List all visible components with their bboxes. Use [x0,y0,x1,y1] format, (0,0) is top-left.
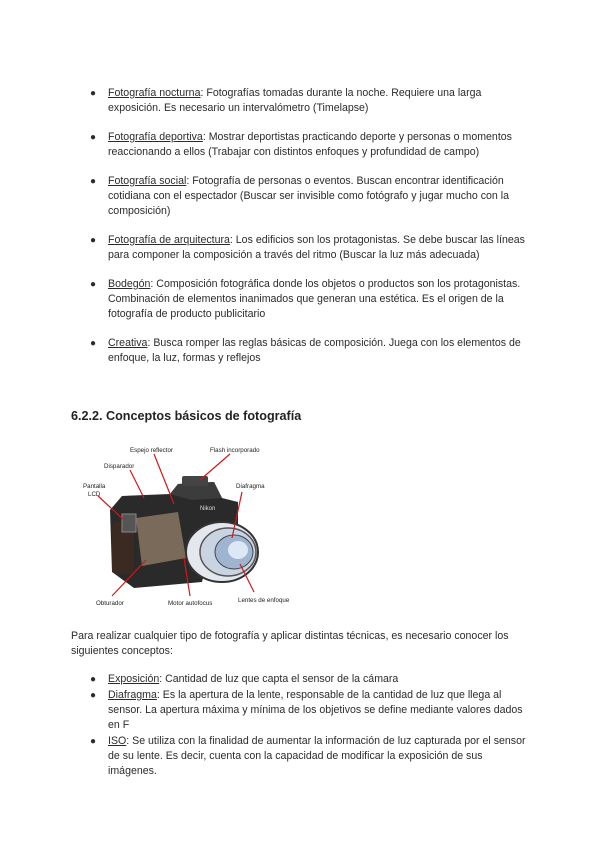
term-label: Fotografía de arquitectura [108,234,230,246]
list-item [88,86,528,116]
list-item [88,277,528,322]
term-description: : Cantidad de luz que capta el sensor de la cámara [159,673,399,685]
camera-brand-label: Nikon [200,506,216,512]
bullet-icon: ● [90,132,97,143]
label-flash-incorporado: Flash incorporado [210,447,260,454]
term-description: : Composición fotográfica donde los objetos o productos son los protagonistas. Combinación de elementos inanimados que generan una estética. Es el origen de la fotografía de producto publicitario [108,278,521,320]
term-description: : Los edificios son los protagonistas. Se debe buscar las líneas para componer la composición a través del ritmo (Buscar la luz más adecuada) [108,234,525,261]
bullet-icon: ● [90,235,97,246]
label-diafragma: Diafragma [236,483,265,490]
term-description: : Se utiliza con la finalidad de aumentar la información de luz capturada por el sensor de su lente. Es decir, cuenta con la capacidad de modificar la exposición de sus imágenes. [108,735,526,777]
bullet-icon: ● [90,279,97,290]
lens-inner-glass [228,541,248,559]
label-obturador: Obturador [96,600,124,607]
bullet-icon: ● [90,176,97,187]
term-description: : Busca romper las reglas básicas de composición. Juega con los elementos de enfoque, la luz, formas y reflejos [108,337,521,364]
term-label: Exposición [108,673,160,685]
label-espejo-reflector: Espejo reflector [130,447,173,454]
lcd-screen [122,514,136,532]
term-description: : Mostrar deportistas practicando deporte y personas o momentos reaccionando a ellos (Trabajar con distintos enfoques y profundidad de campo) [108,131,512,158]
bullet-icon: ● [90,88,97,99]
term-label: ISO [108,735,127,747]
photography-types-list [88,86,528,380]
list-item [88,688,528,733]
flash-housing [182,476,208,486]
term-description: : Es la apertura de la lente, responsable de la cantidad de luz que llega al sensor. La apertura máxima y mínima de los objetivos se define mediante valores dados en F [108,689,523,731]
list-item [88,233,528,263]
bullet-icon: ● [90,674,97,685]
camera-cutaway-illustration [82,440,300,610]
camera-diagram [82,440,300,610]
term-label: Fotografía deportiva [108,131,203,143]
term-description: : Fotografía de personas o eventos. Buscan encontrar identificación cotidiana con el espectador (Buscar ser invisible como fotógrafo y jugar mucho con la composición) [108,175,510,217]
intro-paragraph: Para realizar cualquier tipo de fotografía y aplicar distintas técnicas, es necesario conocer los siguientes conceptos: [71,630,509,657]
list-item [88,336,528,366]
label-motor-autofocus: Motor autofocus [168,600,213,607]
term-description: : Fotografías tomadas durante la noche. Requiere una larga exposición. Es necesario un intervalómetro (Timelapse) [108,87,482,114]
list-item [88,734,528,779]
section-heading: 6.2.2. Conceptos básicos de fotografía [71,409,302,423]
list-item [88,672,528,687]
bullet-icon: ● [90,338,97,349]
label-lentes-enfoque: Lentes de enfoque [238,597,290,604]
label-lcd: LCD [88,491,101,498]
term-label: Bodegón [108,278,151,290]
bullet-icon: ● [90,690,97,701]
camera-internals [136,512,186,566]
callout-line-flash [200,454,230,480]
term-label: Diafragma [108,689,157,701]
term-label: Fotografía nocturna [108,87,201,99]
list-item [88,174,528,219]
term-label: Fotografía social [108,175,187,187]
term-label: Creativa [108,337,148,349]
label-disparador: Disparador [104,463,135,470]
callout-line-disparador [130,470,144,498]
label-pantalla: Pantalla [83,483,106,490]
bullet-icon: ● [90,736,97,747]
list-item [88,130,528,160]
concepts-list [88,672,528,780]
